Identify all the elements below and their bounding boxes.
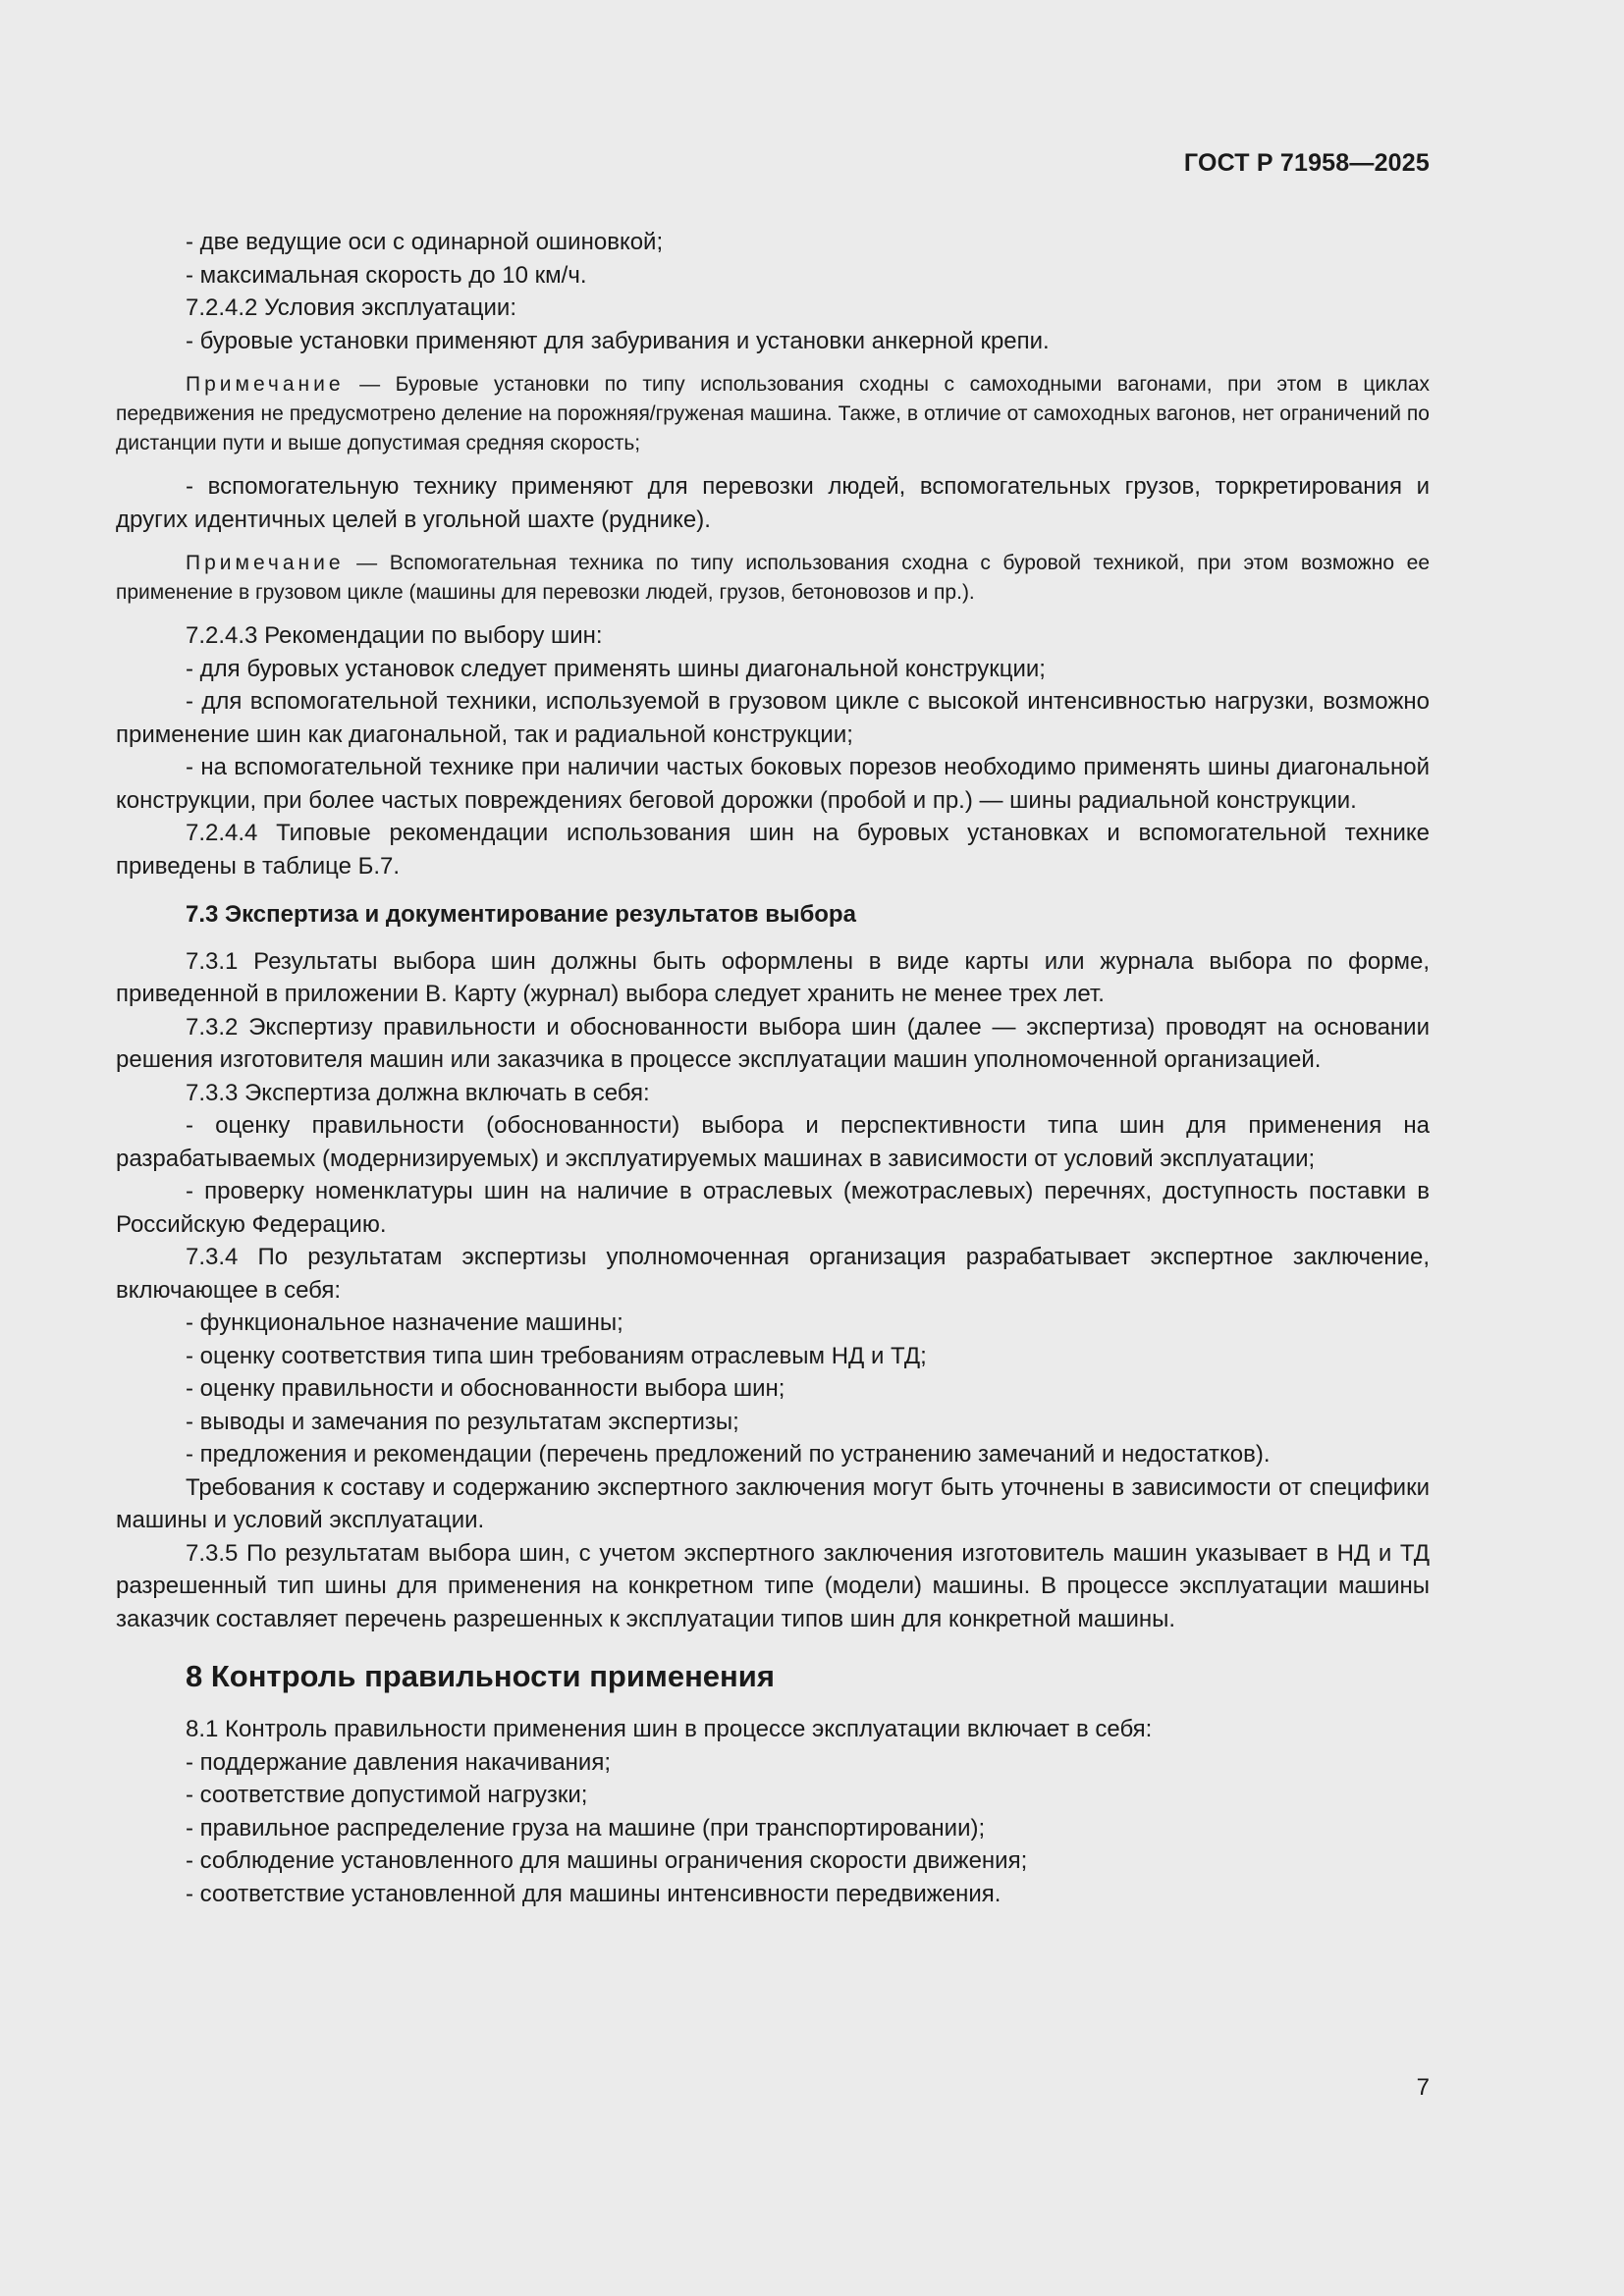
clause-7-3-1: 7.3.1 Результаты выбора шин должны быть оформлены в виде карты или журнала выбора по форме, приведенной в приложении В. Карту (журнал) выбора следует хранить не менее трех лет.	[116, 947, 1430, 1007]
document-body	[116, 226, 1430, 1910]
list-item: - оценку соответствия типа шин требованиям отраслевым НД и ТД;	[186, 1342, 927, 1369]
clause-8-1: 8.1 Контроль правильности применения шин в процессе эксплуатации включает в себя:	[186, 1716, 1153, 1742]
list-item: - на вспомогательной технике при наличии частых боковых порезов необходимо применять шины диагональной конструкции, при более частых повреждениях беговой дорожки (пробой и пр.) — шины радиальной конструкции.	[116, 754, 1430, 814]
clause-7-2-4-3: 7.2.4.3 Рекомендации по выбору шин:	[186, 622, 603, 649]
clause-7-2-4-4: 7.2.4.4 Типовые рекомендации использования шин на буровых установках и вспомогательной технике приведены в таблице Б.7.	[116, 820, 1430, 880]
list-item: - функциональное назначение машины;	[186, 1309, 623, 1336]
list-item: - выводы и замечания по результатам экспертизы;	[186, 1408, 739, 1435]
document-page	[116, 0, 1430, 2296]
page-number: 7	[1416, 2074, 1430, 2101]
list-item: - оценку правильности и обоснованности выбора шин;	[186, 1375, 785, 1402]
list-item: - вспомогательную технику применяют для перевозки людей, вспомогательных грузов, торкретирования и других идентичных целей в угольной шахте (руднике).	[116, 473, 1430, 533]
list-item: - поддержание давления накачивания;	[186, 1748, 611, 1776]
list-item: - для буровых установок следует применять шины диагональной конструкции;	[186, 655, 1046, 682]
list-item: - соблюдение установленного для машины ограничения скорости движения;	[186, 1847, 1028, 1874]
note-label: Примечание	[186, 373, 345, 396]
note-label: Примечание	[186, 552, 345, 574]
clause-7-3-4: 7.3.4 По результатам экспертизы уполномоченная организация разрабатывает экспертное заключение, включающее в себя:	[116, 1244, 1430, 1304]
clause-7-3-2: 7.3.2 Экспертизу правильности и обоснованности выбора шин (далее — экспертиза) проводят на основании решения изготовителя машин или заказчика в процессе эксплуатации машин уполномоченной организацией.	[116, 1013, 1430, 1073]
section-7-3-heading: 7.3 Экспертиза и документирование результатов выбора	[186, 901, 856, 928]
list-item: - буровые установки применяют для забуривания и установки анкерной крепи.	[186, 327, 1050, 354]
list-item: - для вспомогательной техники, используемой в грузовом цикле с высокой интенсивностью нагрузки, возможно применение шин как диагональной, так и радиальной конструкции;	[116, 688, 1430, 748]
note-text: — Буровые установки по типу использования сходны с самоходными вагонами, при этом в циклах передвижения не предусмотрено деление на порожняя/груженая машина. Также, в отличие от самоходных вагонов, нет ограничений по дистанции пути и выше допустимая средняя скорость;	[116, 373, 1430, 454]
list-item: - соответствие установленной для машины интенсивности передвижения.	[186, 1880, 1001, 1907]
list-item: - предложения и рекомендации (перечень предложений по устранению замечаний и недостатков).	[186, 1441, 1271, 1468]
list-item: - две ведущие оси с одинарной ошиновкой;	[186, 229, 664, 255]
list-item: - проверку номенклатуры шин на наличие в отраслевых (межотраслевых) перечнях, доступность поставки в Российскую Федерацию.	[116, 1178, 1430, 1238]
list-item: - максимальная скорость до 10 км/ч.	[186, 261, 587, 289]
list-item: - правильное распределение груза на машине (при транспортировании);	[186, 1814, 986, 1842]
list-item: - соответствие допустимой нагрузки;	[186, 1782, 588, 1808]
list-item: - оценку правильности (обоснованности) выбора и перспективности типа шин для применения на разрабатываемых (модернизируемых) и эксплуатируемых машинах в зависимости от условий эксплуатации;	[116, 1112, 1430, 1172]
section-8-heading: 8 Контроль правильности применения	[186, 1659, 775, 1693]
clause-7-3-3: 7.3.3 Экспертиза должна включать в себя:	[186, 1079, 650, 1106]
clause-7-3-5: 7.3.5 По результатам выбора шин, с учетом экспертного заключения изготовитель машин указывает в НД и ТД разрешенный тип шины для применения на конкретном типе (модели) машины. В процессе эксплуатации машины заказчик составляет перечень разрешенных к эксплуатации типов шин для конкретной машины.	[116, 1539, 1430, 1632]
paragraph: Требования к составу и содержанию экспертного заключения могут быть уточнены в зависимости от специфики машины и условий эксплуатации.	[116, 1473, 1430, 1533]
document-code-header: ГОСТ Р 71958—2025	[1183, 149, 1430, 177]
note-text: — Вспомогательная техника по типу использования сходна с буровой техникой, при этом возможно ее применение в грузовом цикле (машины для перевозки людей, грузов, бетоновозов и пр.).	[116, 552, 1430, 604]
clause-7-2-4-2: 7.2.4.2 Условия эксплуатации:	[186, 294, 517, 321]
note-2	[116, 549, 1430, 608]
note-1	[116, 370, 1430, 458]
